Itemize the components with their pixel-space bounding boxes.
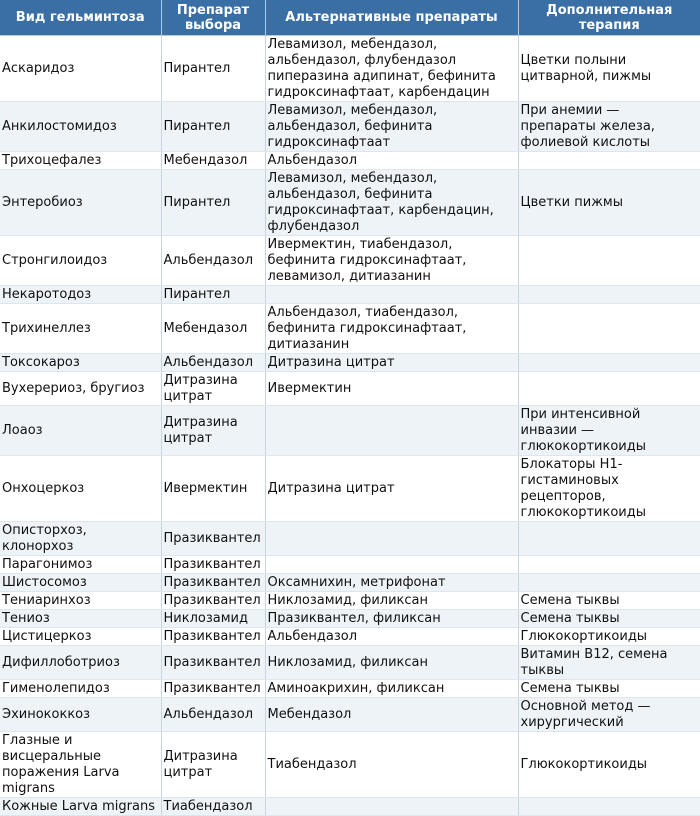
table-row [0,556,700,574]
cell-helminthiasis: Цистицеркоз [0,628,161,646]
cell-alternative-drugs: Тиабендазол [265,732,518,798]
cell-alternative-drugs [265,286,518,304]
table-row [0,574,700,592]
cell-alternative-drugs: Никлозамид, филиксан [265,592,518,610]
cell-helminthiasis: Стронгилоидоз [0,236,161,286]
cell-helminthiasis: Трихоцефалез [0,152,161,170]
cell-additional-therapy: Семена тыквы [518,680,700,698]
cell-alternative-drugs [265,556,518,574]
cell-drug-of-choice: Тиабендазол [161,798,265,816]
cell-drug-of-choice: Мебендазол [161,304,265,354]
cell-additional-therapy: Семена тыквы [518,610,700,628]
table-row [0,304,700,354]
cell-alternative-drugs: Празиквантел, филиксан [265,610,518,628]
cell-drug-of-choice: Дитразина цитрат [161,372,265,406]
cell-drug-of-choice: Празиквантел [161,592,265,610]
header-row [0,0,700,36]
cell-drug-of-choice: Празиквантел [161,628,265,646]
cell-alternative-drugs: Оксамнихин, метрифонат [265,574,518,592]
cell-alternative-drugs: Мебендазол [265,698,518,732]
cell-helminthiasis: Вухерериоз, бругиоз [0,372,161,406]
cell-helminthiasis: Дифиллоботриоз [0,646,161,680]
cell-drug-of-choice: Ивермектин [161,456,265,522]
cell-drug-of-choice: Альбендазол [161,698,265,732]
table-row [0,732,700,798]
cell-helminthiasis: Токсокароз [0,354,161,372]
cell-drug-of-choice: Дитразина цитрат [161,732,265,798]
cell-additional-therapy: Блокаторы Н1-гистаминовых рецепторов, глюкокортикоиды [518,456,700,522]
cell-drug-of-choice: Никлозамид [161,610,265,628]
cell-additional-therapy: Витамин В12, семена тыквы [518,646,700,680]
cell-helminthiasis: Аскаридоз [0,36,161,102]
cell-helminthiasis: Описторхоз, клонорхоз [0,522,161,556]
cell-drug-of-choice: Пирантел [161,36,265,102]
cell-additional-therapy [518,798,700,816]
cell-helminthiasis: Кожные Larva migrans [0,798,161,816]
table-row [0,36,700,102]
cell-helminthiasis: Эхинококкоз [0,698,161,732]
table-row [0,152,700,170]
cell-additional-therapy [518,236,700,286]
cell-additional-therapy: Основной метод — хирургический [518,698,700,732]
cell-additional-therapy [518,574,700,592]
table-row [0,592,700,610]
cell-helminthiasis: Тениаринхоз [0,592,161,610]
cell-drug-of-choice: Альбендазол [161,354,265,372]
cell-helminthiasis: Шистосомоз [0,574,161,592]
cell-additional-therapy: При анемии — препараты железа, фолиевой кислоты [518,102,700,152]
cell-drug-of-choice: Альбендазол [161,236,265,286]
cell-drug-of-choice: Пирантел [161,102,265,152]
cell-alternative-drugs: Аминоакрихин, филиксан [265,680,518,698]
cell-alternative-drugs: Дитразина цитрат [265,354,518,372]
cell-alternative-drugs: Левамизол, мебендазол, альбендазол, бефинита гидроксинафтаат, карбендацин, флубендазол [265,170,518,236]
table-row [0,406,700,456]
cell-additional-therapy: Цветки пижмы [518,170,700,236]
cell-additional-therapy [518,304,700,354]
cell-alternative-drugs: Никлозамид, филиксан [265,646,518,680]
header-additional-therapy: Дополнительная терапия [518,0,700,36]
cell-drug-of-choice: Празиквантел [161,556,265,574]
cell-additional-therapy [518,354,700,372]
cell-drug-of-choice: Празиквантел [161,646,265,680]
header-drug-of-choice: Препарат выбора [161,0,265,36]
cell-alternative-drugs: Альбендазол, тиабендазол, бефинита гидроксинафтаат, дитиазанин [265,304,518,354]
cell-drug-of-choice: Пирантел [161,286,265,304]
cell-drug-of-choice: Пирантел [161,170,265,236]
cell-drug-of-choice: Празиквантел [161,574,265,592]
cell-alternative-drugs: Альбендазол [265,152,518,170]
cell-drug-of-choice: Дитразина цитрат [161,406,265,456]
cell-alternative-drugs [265,406,518,456]
cell-alternative-drugs: Левамизол, мебендазол, альбендазол, флубендазол пиперазина адипинат, бефинита гидроксинафтаат, карбендацин [265,36,518,102]
cell-helminthiasis: Парагонимоз [0,556,161,574]
table-row [0,610,700,628]
cell-additional-therapy: Семена тыквы [518,592,700,610]
cell-helminthiasis: Глазные и висцеральные поражения Larva migrans [0,732,161,798]
table-row [0,102,700,152]
cell-alternative-drugs: Дитразина цитрат [265,456,518,522]
header-alternative-drugs: Альтернативные препараты [265,0,518,36]
cell-helminthiasis: Трихинеллез [0,304,161,354]
table-row [0,522,700,556]
header-helminthiasis: Вид гельминтоза [0,0,161,36]
cell-drug-of-choice: Празиквантел [161,680,265,698]
cell-drug-of-choice: Празиквантел [161,522,265,556]
cell-alternative-drugs [265,522,518,556]
table-row [0,354,700,372]
cell-additional-therapy [518,152,700,170]
cell-helminthiasis: Некаротодоз [0,286,161,304]
table-row [0,798,700,816]
cell-additional-therapy: Цветки полыни цитварной, пижмы [518,36,700,102]
cell-additional-therapy: При интенсивной инвазии — глюкокортикоиды [518,406,700,456]
cell-additional-therapy [518,522,700,556]
table-row [0,680,700,698]
table-row [0,236,700,286]
table-row [0,628,700,646]
cell-additional-therapy [518,372,700,406]
table-row [0,286,700,304]
cell-alternative-drugs: Ивермектин, тиабендазол, бефинита гидроксинафтаат, левамизол, дитиазанин [265,236,518,286]
cell-additional-therapy [518,286,700,304]
cell-additional-therapy: Глюкокортикоиды [518,628,700,646]
table-row [0,170,700,236]
table-row [0,698,700,732]
cell-drug-of-choice: Мебендазол [161,152,265,170]
cell-helminthiasis: Онхоцеркоз [0,456,161,522]
cell-helminthiasis: Анкилостомидоз [0,102,161,152]
table-row [0,646,700,680]
cell-helminthiasis: Лоаоз [0,406,161,456]
cell-additional-therapy: Глюкокортикоиды [518,732,700,798]
cell-alternative-drugs: Альбендазол [265,628,518,646]
cell-helminthiasis: Тениоз [0,610,161,628]
table-row [0,456,700,522]
cell-helminthiasis: Гименолепидоз [0,680,161,698]
cell-alternative-drugs: Ивермектин [265,372,518,406]
cell-alternative-drugs: Левамизол, мебендазол, альбендазол, бефинита гидроксинафтаат [265,102,518,152]
cell-helminthiasis: Энтеробиоз [0,170,161,236]
cell-additional-therapy [518,556,700,574]
table-row [0,372,700,406]
cell-alternative-drugs [265,798,518,816]
